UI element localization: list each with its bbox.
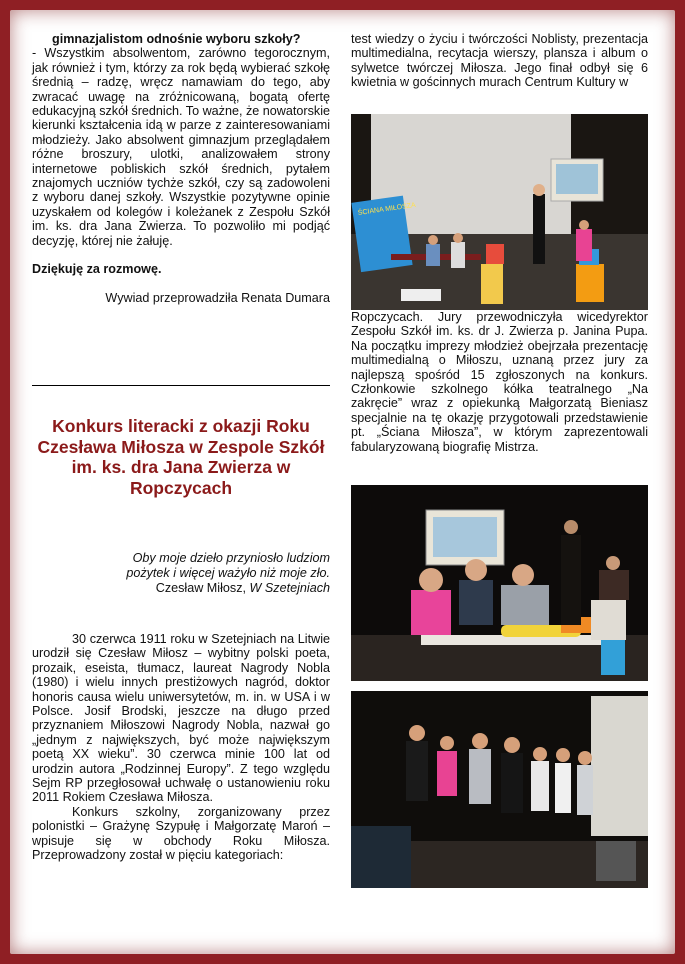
- photo-table-scene-image: [351, 485, 648, 681]
- epigraph-line-1: Oby moje dzieło przyniosło ludziom: [132, 551, 330, 565]
- body-paragraph-3: test wiedzy o życiu i twórczości Noblisty, prezentacja multimedialna, recytacja wierszy, plansza i album o sylwetce twórczej Miłosza. Jego finał odbył się 6 kwietnia w gościnnych murach Centrum Kultury w: [351, 32, 648, 90]
- left-column: [32, 32, 330, 305]
- photo-cast-on-stage-image: [351, 691, 648, 888]
- photo-stage-board-image: [351, 114, 648, 310]
- photo-table-scene: [351, 485, 648, 681]
- interview-question: gimnazjalistom odnośnie wyboru szkoły?: [52, 32, 301, 46]
- right-column-top: [351, 32, 648, 90]
- photo-cast-on-stage: [351, 691, 648, 888]
- photo-board-label: ŚCIANA MIŁOSZA: [357, 201, 417, 217]
- interview-answer: - Wszystkim absolwentom, zarówno tegorocznym, jak również i tym, którzy za rok będą wybierać szkołę średnią – radzę, wręcz namawiam do tego, aby zwracać uwagę na zróżnicowaną, bogatą ofertę edukacyjną szkół średnich. To ważne, że nowatorskie kierunki kształcenia idą w parze z zainteresowaniami młodzieży. Jako absolwent gimnazjum przeglądałem różne broszury, ulotki, analizowałem strony internetowe pobliskich szkół średnich, pytałem znajomych uczniów tychże szkół, czy są zadowoleni z wyboru danej szkoły. Wszystkie pozytywne opinie uzyskałem od kolegów i koleżanek z Zespołu Szkół im. ks. dra Jana Zwierza. To pozwoliło mi podjąć decyzję, której nie żałuję.: [32, 46, 330, 248]
- epigraph-source: W Szetejniach: [249, 581, 330, 595]
- body-paragraph-4: Ropczycach. Jury przewodniczyła wicedyrektor Zespołu Szkół im. ks. dr J. Zwierza p. Janina Pupa. Na początku imprezy młodzież obejrzała prezentację multimedialną o Miłoszu, uznaną przez jury za najlepszą spośród 15 zgłoszonych na konkurs. Członkowie szkolnego kółka teatralnego „Na zakręcie” wraz z opiekunką Małgorzatą Bieniasz specjalnie na tę okazję przygotowali przedstawienie pt. „Ściana Miłosza”, w którym zaprezentowali fabularyzowaną biografię Mistrza.: [351, 310, 648, 454]
- interview-credit: Wywiad przeprowadziła Renata Dumara: [105, 290, 330, 305]
- section-divider: [32, 385, 330, 386]
- right-column-mid: [351, 310, 648, 454]
- body-paragraph-2: Konkurs szkolny, zorganizowany przez polonistki – Grażynę Szypułę i Małgorzatę Maroń – wpisuje się w obchody Roku Miłosza. Przeprowadzony został w pięciu kategoriach:: [32, 804, 330, 863]
- photo-stage-board: [351, 114, 648, 310]
- epigraph: [32, 551, 330, 596]
- epigraph-attribution: [32, 581, 330, 596]
- article-title: Konkurs literacki z okazji Roku Czesława Miłosza w Zespole Szkół im. ks. dra Jana Zwierza w Ropczycach: [37, 416, 325, 498]
- interview-thanks: Dziękuję za rozmowę.: [32, 262, 162, 277]
- body-paragraph-1: 30 czerwca 1911 roku w Szetejniach na Litwie urodził się Czesław Miłosz – wybitny polski poeta, prozaik, eseista, tłumacz, laureat Nagrody Nobla (1980) i wielu innych prestiżowych nagród, doktor honoris causa wielu uniwersytetów, m. in. w USA i w Polsce. Josif Brodski, jeszcze na długo przed przyznaniem Miłoszowi Nagrody Nobla, nazwał go „jednym z największych, być może największym poetą XX wieku”. 30 czerwca minie 100 lat od urodzin autora „Rodzinnej Europy”. Z tego względu Sejm RP przegłosował uchwałę o ustanowieniu roku 2011 Rokiem Czesława Miłosza.: [32, 632, 330, 805]
- epigraph-line-2: pożytek i więcej ważyło niż moje zło.: [126, 566, 330, 580]
- article-body-left: [32, 632, 330, 863]
- epigraph-author: Czesław Miłosz,: [155, 581, 250, 595]
